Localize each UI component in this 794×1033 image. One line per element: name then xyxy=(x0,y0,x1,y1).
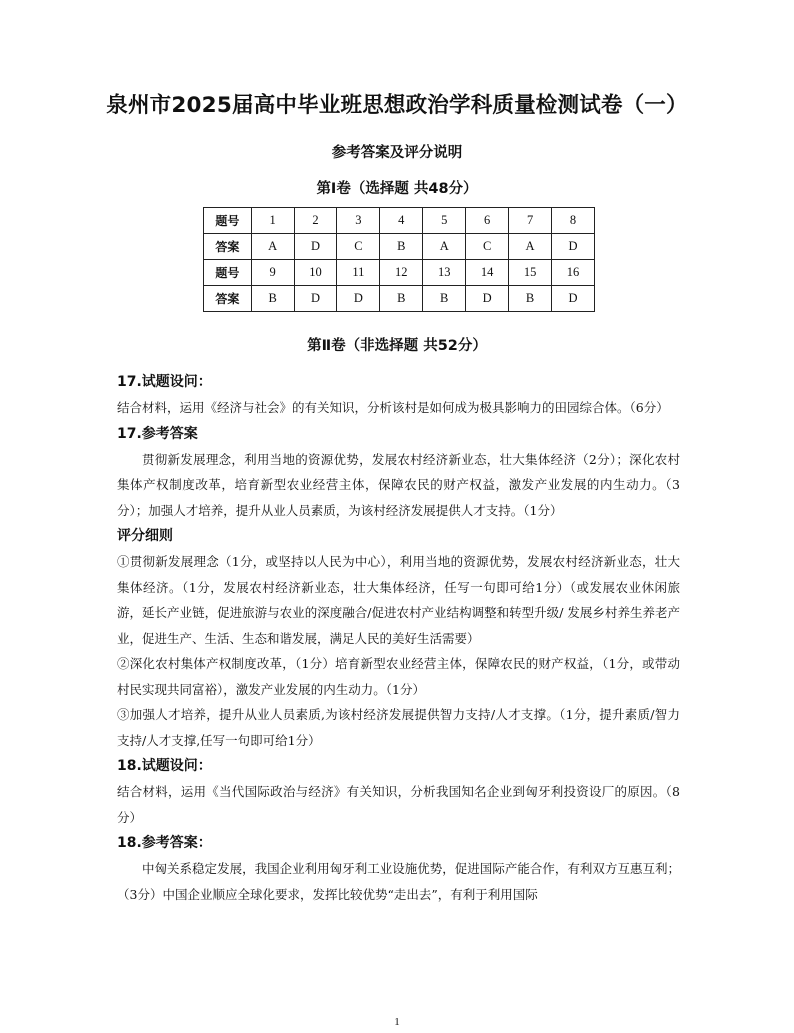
table-cell: B xyxy=(380,286,423,312)
table-cell: 答案 xyxy=(204,286,252,312)
page-number: 1 xyxy=(394,1016,400,1028)
table-cell: 7 xyxy=(509,208,552,234)
q17-question-heading: 17.试题设问： xyxy=(117,374,212,390)
table-cell: D xyxy=(552,234,595,260)
table-cell: D xyxy=(294,234,337,260)
table-row xyxy=(204,286,595,312)
table-cell: D xyxy=(552,286,595,312)
table-cell: 5 xyxy=(423,208,466,234)
q18-question-heading: 18.试题设问： xyxy=(117,758,212,774)
q17-rubric-item-1: ①贯彻新发展理念（1分，或坚持以人民为中心），利用当地的资源优势，发展农村经济新业态，壮大集体经济。（1分，发展农村经济新业态，壮大集体经济，任写一句即可给1分）（或发展农业休闲旅游，延长产业链，促进旅游与农业的深度融合/促进农村产业结构调整和转型升级/ 发展乡村养生养老产业，促进生产、生活、生态和谐发展，满足人民的美好生活需要） xyxy=(117,554,680,646)
table-cell: C xyxy=(337,234,380,260)
q18-answer-text: 中匈关系稳定发展，我国企业利用匈牙利工业设施优势，促进国际产能合作，有利双方互惠互利；（3分）中国企业顺应全球化要求，发挥比较优势“走出去”，有利于利用国际 xyxy=(117,861,680,902)
table-cell: A xyxy=(509,234,552,260)
table-cell: 8 xyxy=(552,208,595,234)
table-cell: 1 xyxy=(251,208,294,234)
table-cell: C xyxy=(466,234,509,260)
table-cell: 9 xyxy=(251,260,294,286)
table-cell: 2 xyxy=(294,208,337,234)
table-cell: 3 xyxy=(337,208,380,234)
table-cell: 15 xyxy=(509,260,552,286)
table-cell: 10 xyxy=(294,260,337,286)
table-cell: 题号 xyxy=(204,208,252,234)
table-cell: 题号 xyxy=(204,260,252,286)
q17-rubric-item-3: ③加强人才培养，提升从业人员素质,为该村经济发展提供智力支持/人才支撑。（1分，提升素质/智力支持/人才支撑,任写一句即可给1分） xyxy=(117,707,680,748)
table-cell: B xyxy=(251,286,294,312)
table-row xyxy=(204,208,595,234)
table-cell: A xyxy=(423,234,466,260)
document-title: 泉州市2025届高中毕业班思想政治学科质量检测试卷（一） xyxy=(106,93,688,118)
table-cell: 12 xyxy=(380,260,423,286)
section-2-title: 第Ⅱ卷（非选择题 共52分） xyxy=(307,338,487,354)
answer-content xyxy=(117,369,680,907)
document-subtitle: 参考答案及评分说明 xyxy=(331,145,463,161)
table-row xyxy=(204,260,595,286)
q18-answer-heading: 18.参考答案： xyxy=(117,835,212,851)
table-cell: 6 xyxy=(466,208,509,234)
q17-question-text: 结合材料，运用《经济与社会》的有关知识，分析该村是如何成为极具影响力的田园综合体。（6分） xyxy=(117,400,669,415)
table-cell: B xyxy=(509,286,552,312)
table-cell: 4 xyxy=(380,208,423,234)
table-cell: 答案 xyxy=(204,234,252,260)
table-cell: A xyxy=(251,234,294,260)
answer-table xyxy=(203,207,595,312)
section-1-title: 第Ⅰ卷（选择题 共48分） xyxy=(316,181,478,197)
q17-rubric-heading: 评分细则 xyxy=(117,528,173,544)
q17-answer-heading: 17.参考答案 xyxy=(117,425,198,442)
table-cell: 11 xyxy=(337,260,380,286)
table-cell: D xyxy=(337,286,380,312)
table-cell: 16 xyxy=(552,260,595,286)
table-cell: B xyxy=(380,234,423,260)
q18-question-text: 结合材料，运用《当代国际政治与经济》有关知识，分析我国知名企业到匈牙利投资设厂的原因。（8分） xyxy=(117,784,680,825)
table-cell: D xyxy=(466,286,509,312)
table-cell: B xyxy=(423,286,466,312)
table-row xyxy=(204,234,595,260)
q17-answer-text: 贯彻新发展理念，利用当地的资源优势，发展农村经济新业态，壮大集体经济（2分）；深化农村集体产权制度改革，培育新型农业经营主体，保障农民的财产权益，激发产业发展的内生动力。（3分）；加强人才培养，提升从业人员素质，为该村经济发展提供人才支持。（1分） xyxy=(117,451,680,518)
table-cell: 13 xyxy=(423,260,466,286)
q17-rubric-item-2: ②深化农村集体产权制度改革，（1分）培育新型农业经营主体，保障农民的财产权益，（1分，或带动村民实现共同富裕），激发产业发展的内生动力。（1分） xyxy=(117,656,680,697)
table-cell: D xyxy=(294,286,337,312)
table-cell: 14 xyxy=(466,260,509,286)
